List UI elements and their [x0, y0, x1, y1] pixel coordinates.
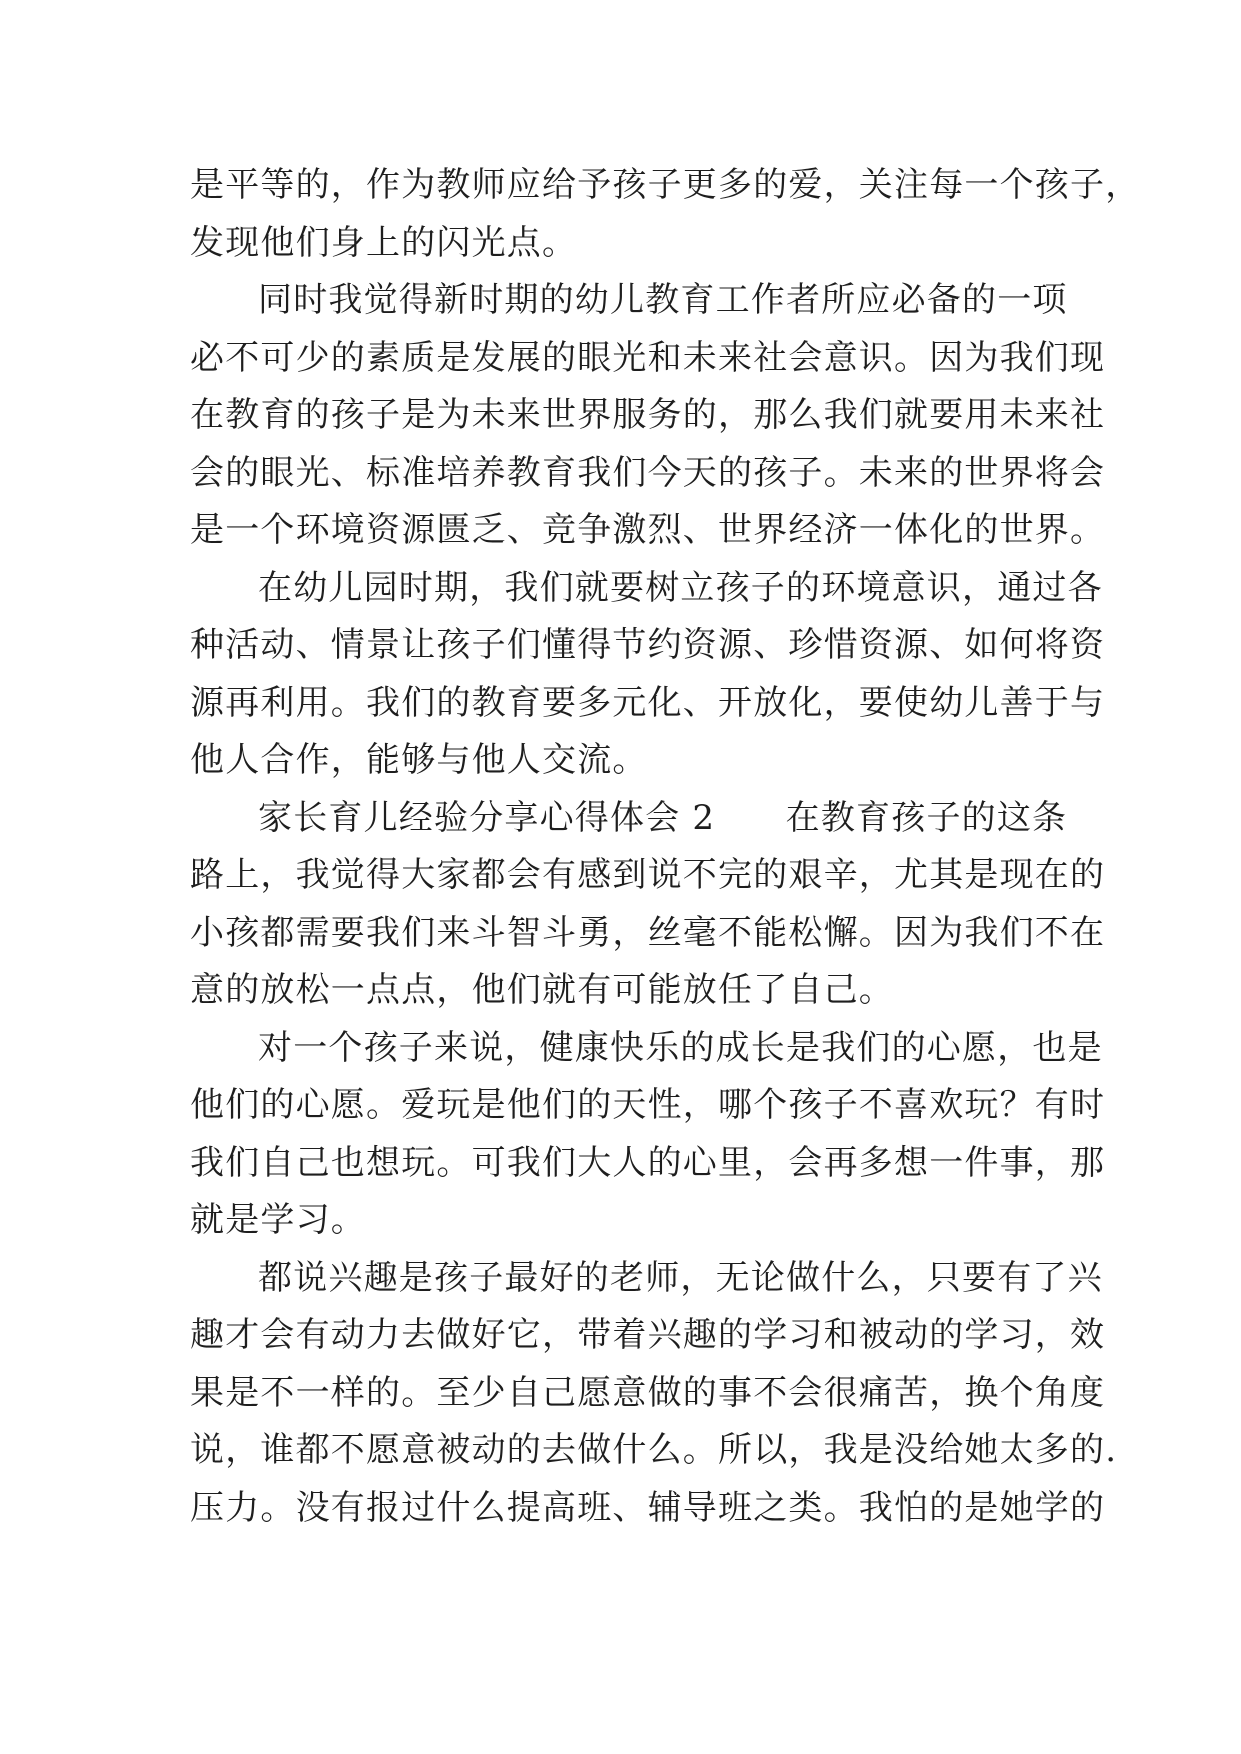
text-line: 源再利用。我们的教育要多元化、开放化，要使幼儿善于与: [190, 682, 1106, 723]
text-line: 压力。没有报过什么提高班、辅导班之类。我怕的是她学的: [190, 1487, 1106, 1528]
text-line: 会的眼光、标准培养教育我们今天的孩子。未来的世界将会: [190, 452, 1106, 493]
text-line: 在幼儿园时期，我们就要树立孩子的环境意识，通过各: [258, 567, 1103, 608]
text-line: 家长育儿经验分享心得体会 2 在教育孩子的这条: [258, 797, 1068, 838]
text-line: 同时我觉得新时期的幼儿教育工作者所应必备的一项: [258, 280, 1068, 320]
text-line: 对一个孩子来说，健康快乐的成长是我们的心愿，也是: [258, 1027, 1103, 1068]
text-line: 种活动、情景让孩子们懂得节约资源、珍惜资源、如何将资: [190, 625, 1106, 665]
text-line: 发现他们身上的闪光点。: [190, 222, 578, 263]
body-text: [190, 157, 1141, 1537]
text-line: 他人合作，能够与他人交流。: [190, 740, 648, 780]
text-line: 必不可少的素质是发展的眼光和未来社会意识。因为我们现: [190, 337, 1106, 378]
text-line: 我们自己也想玩。可我们大人的心里，会再多想一件事，那: [190, 1142, 1106, 1183]
text-line: 小孩都需要我们来斗智斗勇，丝毫不能松懈。因为我们不在: [190, 912, 1106, 953]
text-line: 路上，我觉得大家都会有感到说不完的艰辛，尤其是现在的: [190, 855, 1106, 895]
text-line: 果是不一样的。至少自己愿意做的事不会很痛苦，换个角度: [190, 1372, 1106, 1413]
text-line: 是平等的，作为教师应给予孩子更多的爱，关注每一个孩子，: [190, 165, 1141, 205]
text-line: 说，谁都不愿意被动的去做什么。所以，我是没给她太多的.: [190, 1430, 1118, 1470]
text-line: 意的放松一点点，他们就有可能放任了自己。: [190, 970, 894, 1010]
text-line: 他们的心愿。爱玩是他们的天性，哪个孩子不喜欢玩？有时: [190, 1085, 1106, 1125]
text-line: 趣才会有动力去做好它，带着兴趣的学习和被动的学习，效: [190, 1315, 1106, 1355]
text-line: 就是学习。: [190, 1200, 366, 1240]
text-line: 在教育的孩子是为未来世界服务的，那么我们就要用未来社: [190, 395, 1106, 435]
text-line: 都说兴趣是孩子最好的老师，无论做什么，只要有了兴: [258, 1257, 1103, 1298]
text-line: 是一个环境资源匮乏、竞争激烈、世界经济一体化的世界。: [190, 510, 1106, 550]
